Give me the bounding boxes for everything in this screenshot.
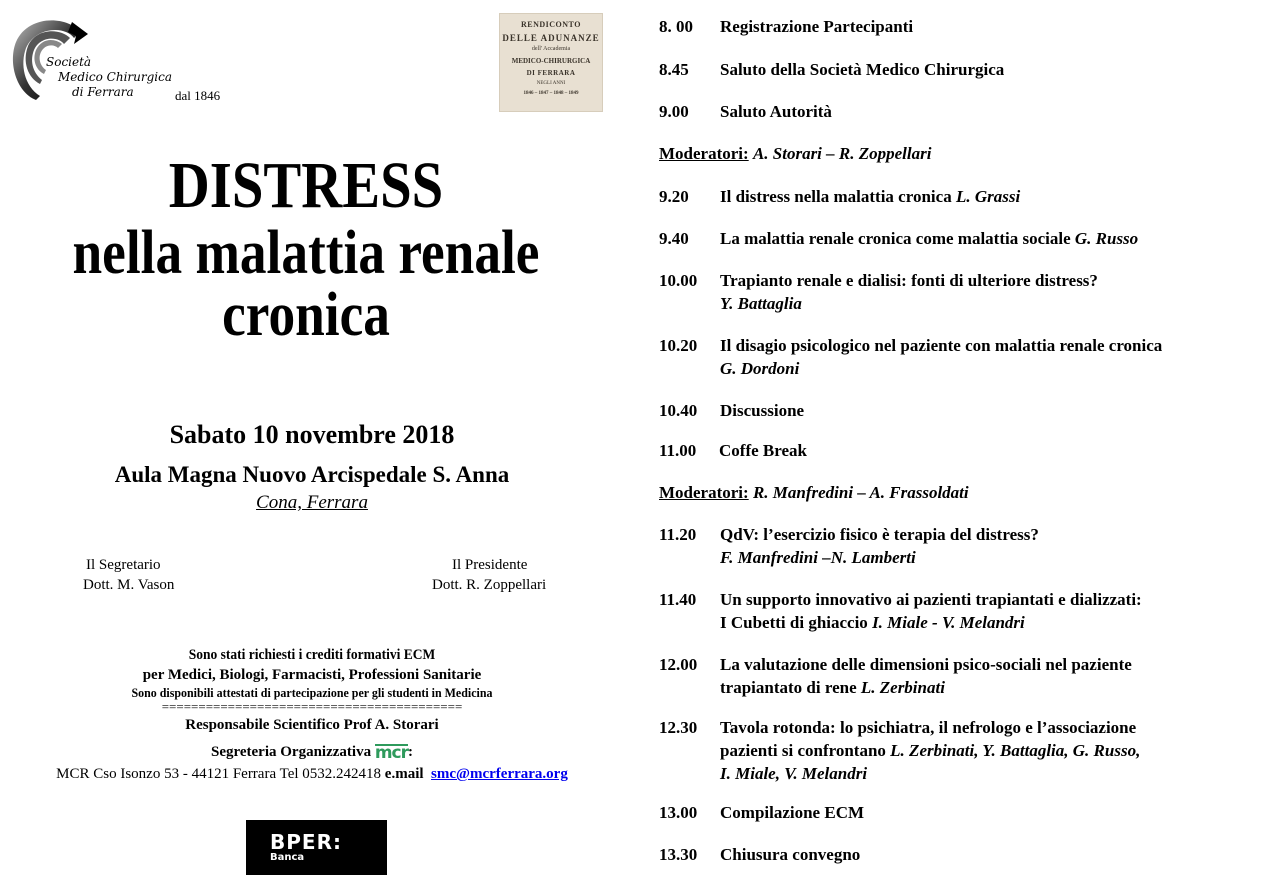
item-title: Registrazione Partecipanti [720,17,914,36]
item-speaker: F. Manfredini –N. Lamberti [720,548,916,567]
item-text [720,269,1098,315]
credits-line2: per Medici, Biologi, Farmacisti, Professioni Sanitarie [142,667,482,683]
item-speaker: L. Zerbinati, Y. Battaglia, G. Russo, [890,741,1141,760]
organizer-line [0,739,624,765]
credits-line1: Sono stati richiesti i crediti formativi ECM [188,647,436,663]
event-date: Sabato 10 novembre 2018 [169,420,455,449]
book-line: MEDICO-CHIRURGICA [511,57,591,65]
moderators-names: R. Manfredini – A. Frassoldati [752,483,969,502]
book-line: RENDICONTO [521,20,581,29]
credits-line3: Sono disponibili attestati di partecipazione per gli studenti in Medicina [131,685,493,700]
item-time: 12.30 [659,718,698,737]
president-name: Dott. R. Zoppellari [432,577,547,593]
logo-text-line3: di Ferrara [72,85,134,99]
logo-since: dal 1846 [175,88,221,103]
item-title: QdV: l’esercizio fisico è terapia del distress? [720,525,1039,544]
item-time: 8. 00 [659,17,693,36]
item-title: Discussione [720,401,805,420]
sponsor-subtitle: Banca [270,852,305,863]
title-line2: nella malattia renale [72,219,540,287]
event-place: Cona, Ferrara [256,492,368,513]
president-role: Il Presidente [452,557,528,573]
scientific-lead: Responsabile Scientifico Prof A. Storari [185,717,439,733]
separator: ========================================= [161,699,463,714]
president-signature [432,555,546,595]
item-title: Saluto della Società Medico Chirurgica [720,60,1005,79]
item-title-cont: trapiantato di rene [720,678,857,697]
item-title: Trapianto renale e dialisi: fonti di ulteriore distress? [720,271,1098,290]
item-title: Saluto Autorità [720,102,832,121]
item-title-cont: pazienti si confrontano [720,741,886,760]
item-text [720,227,1138,250]
item-time: 10.00 [659,271,698,290]
email-link[interactable]: smc@mcrferrara.org [431,766,568,782]
item-text [720,334,1162,380]
moderators-names: A. Storari – R. Zoppellari [752,144,932,163]
item-title: Un supporto innovativo ai pazienti trapiantati e dializzati: [720,590,1142,609]
title-line3: cronica [222,281,390,349]
item-time: 13.00 [659,803,698,822]
organizer-suffix: : [408,744,414,760]
logo-text-line2: Medico Chirurgica [58,70,173,84]
item-title: Compilazione ECM [720,803,865,822]
item-title: Chiusura convegno [720,845,861,864]
item-speaker: I. Miale - V. Melandri [872,613,1025,632]
event-title [0,149,612,349]
item-speaker-cont: I. Miale, V. Melandri [720,764,868,783]
item-time: 8.45 [659,60,689,79]
credits-info [0,645,624,783]
event-venue: Aula Magna Nuovo Arcispedale S. Anna [114,462,510,487]
sponsor-name: BPER: [270,830,342,854]
title-line1: DISTRESS [168,149,444,222]
moderators-label: Moderatori: [659,483,749,502]
item-time: 10.20 [659,336,698,355]
item-title: Il distress nella malattia cronica [720,187,952,206]
item-speaker: Y. Battaglia [720,294,802,313]
item-time: 11.40 [659,590,697,609]
item-time: 9.00 [659,102,689,121]
book-line: 1846 – 1847 – 1848 – 1849 [523,91,579,96]
mcr-logo-icon: mcr [374,743,409,763]
item-text [720,716,1140,785]
item-time: 9.40 [659,229,689,248]
item-speaker: L. Grassi [955,187,1021,206]
moderators-2 [659,481,969,504]
item-title: Tavola rotonda: lo psichiatra, il nefrologo e l’associazione [720,718,1137,737]
item-time: 13.30 [659,845,698,864]
secretary-signature [83,555,174,595]
item-title: La valutazione delle dimensioni psico-sociali nel paziente [720,655,1132,674]
item-text [720,523,1039,569]
sponsor-logo [246,820,387,875]
item-title: Il disagio psicologico nel paziente con malattia renale cronica [720,336,1163,355]
organizer-label: Segreteria Organizzativa [210,744,372,760]
item-speaker: G. Dordoni [720,359,800,378]
item-text [720,588,1142,634]
logo-text-line1: Società [46,55,92,69]
book-line: dell' Accademia [531,46,571,52]
book-line: DI FERRARA [526,69,576,77]
item-time: 9.20 [659,187,689,206]
item-text [720,653,1132,699]
item-title: Coffe Break [719,441,807,460]
contact-line [0,765,624,783]
item-speaker: G. Russo [1074,229,1139,248]
item-speaker: L. Zerbinati [860,678,945,697]
item-title: La malattia renale cronica come malattia sociale [720,229,1071,248]
book-cover-image [499,13,603,112]
item-time: 10.40 [659,401,698,420]
moderators-label: Moderatori: [659,144,749,163]
book-line: NEGLI ANNI [536,81,566,86]
secretary-name: Dott. M. Vason [83,577,175,593]
item-time: 11.20 [659,525,697,544]
item-time: 12.00 [659,655,698,674]
society-logo [8,12,238,107]
book-line: DELLE ADUNANZE [502,33,600,43]
item-title-cont: I Cubetti di ghiaccio [720,613,868,632]
secretary-role: Il Segretario [86,557,161,573]
email-label: e.mail [384,766,424,782]
item-text [720,185,1020,208]
item-time: 11.00 [659,441,697,460]
moderators-1 [659,142,931,165]
address: MCR Cso Isonzo 53 - 44121 Ferrara Tel 0532.242418 [56,766,382,782]
